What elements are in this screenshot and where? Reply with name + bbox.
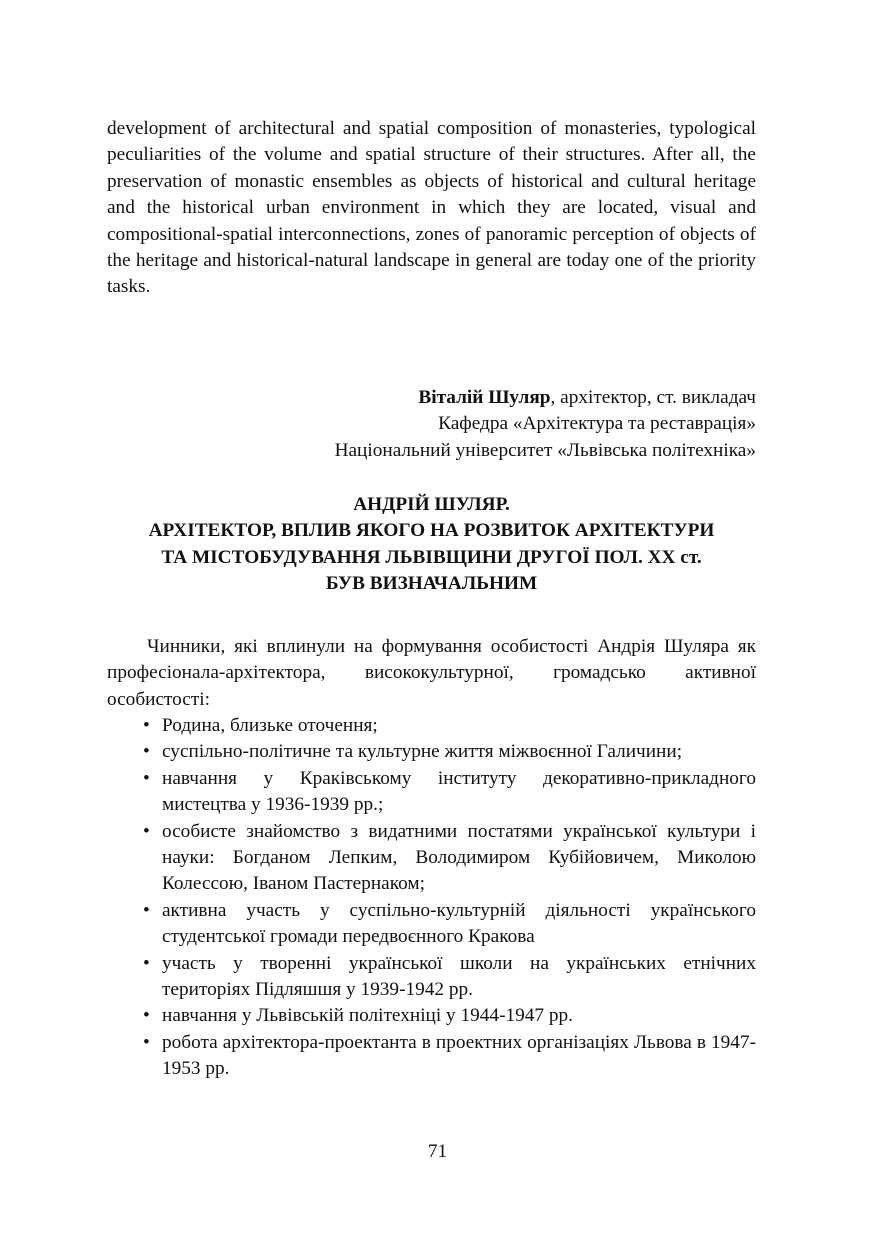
bullet-icon: • — [143, 1005, 150, 1027]
title-line: АРХІТЕКТОР, ВПЛИВ ЯКОГО НА РОЗВИТОК АРХІТЕКТУРИ — [148, 520, 715, 542]
list-item-text: суспільно-політичне та культурне життя міжвоєнної Галичини; — [162, 741, 683, 763]
list-item-text: особисте знайомство з видатними постатями української культури і науки: Богданом Лепким, Володимиром Кубійовичем, Миколою Колессою, Іваном Пастернаком; — [162, 820, 756, 895]
author-department: Кафедра «Архітектура та реставрація» — [438, 413, 756, 435]
article-title — [107, 492, 756, 598]
list-item-text: робота архітектора-проектанта в проектних організаціях Львова в 1947-1953 рр. — [162, 1031, 756, 1080]
continuation-paragraph: development of architectural and spatial composition of monasteries, typological peculiarities of the volume and spatial structure of their structures. After all, the preservation of monastic ensembles as objects of historical and cultural heritage and the historical urban environment in which they are located, visual and compositional-spatial interconnections, zones of panoramic perception of objects of the heritage and historical-natural landscape in general are today one of the priority tasks. — [107, 118, 756, 298]
page-content — [107, 116, 756, 1083]
author-name: Віталій Шуляр — [418, 386, 551, 408]
author-line — [107, 385, 756, 411]
title-line: АНДРІЙ ШУЛЯР. — [353, 494, 510, 516]
list-item-text: активна участь у суспільно-культурній діяльності українського студентської громади передвоєнного Кракова — [162, 899, 756, 948]
bullet-icon: • — [143, 741, 150, 763]
title-line: БУВ ВИЗНАЧАЛЬНИМ — [325, 573, 538, 595]
list-item-text: навчання у Львівській політехніці у 1944-1947 рр. — [162, 1005, 573, 1027]
author-block — [107, 385, 756, 464]
list-item-text: навчання у Краківському інституту декоративно-прикладного мистецтва у 1936-1939 рр.; — [162, 767, 756, 816]
factors-list — [107, 713, 756, 1083]
author-university: Національний університет «Львівська політехніка» — [334, 439, 756, 461]
list-item — [143, 739, 756, 765]
list-item-text: участь у творенні української школи на українських етнічних територіях Підляшшя у 1939-1942 рр. — [162, 952, 756, 1000]
author-position: , архітектор, ст. викладач — [550, 386, 756, 408]
bullet-icon: • — [143, 1031, 150, 1053]
bullet-icon: • — [143, 899, 150, 921]
list-item-text: Родина, близьке оточення; — [162, 714, 378, 736]
page-number: 71 — [427, 1141, 448, 1162]
bullet-icon: • — [143, 767, 150, 789]
bullet-icon: • — [143, 820, 150, 842]
list-item — [143, 819, 756, 898]
bullet-icon: • — [143, 952, 150, 974]
list-item — [143, 898, 756, 951]
bullet-icon: • — [143, 714, 150, 736]
list-item — [143, 951, 756, 1004]
list-item — [143, 1003, 756, 1029]
list-item — [143, 713, 756, 739]
title-line: ТА МІСТОБУДУВАННЯ ЛЬВІВЩИНИ ДРУГОЇ ПОЛ. ХХ ст. — [161, 546, 702, 568]
list-item — [143, 766, 756, 819]
intro-paragraph: Чинники, які вплинули на формування особистості Андрія Шуляра як професіонала-архітектора, висококультурної, громадсько активної особистості: — [107, 635, 756, 710]
list-item — [143, 1030, 756, 1083]
